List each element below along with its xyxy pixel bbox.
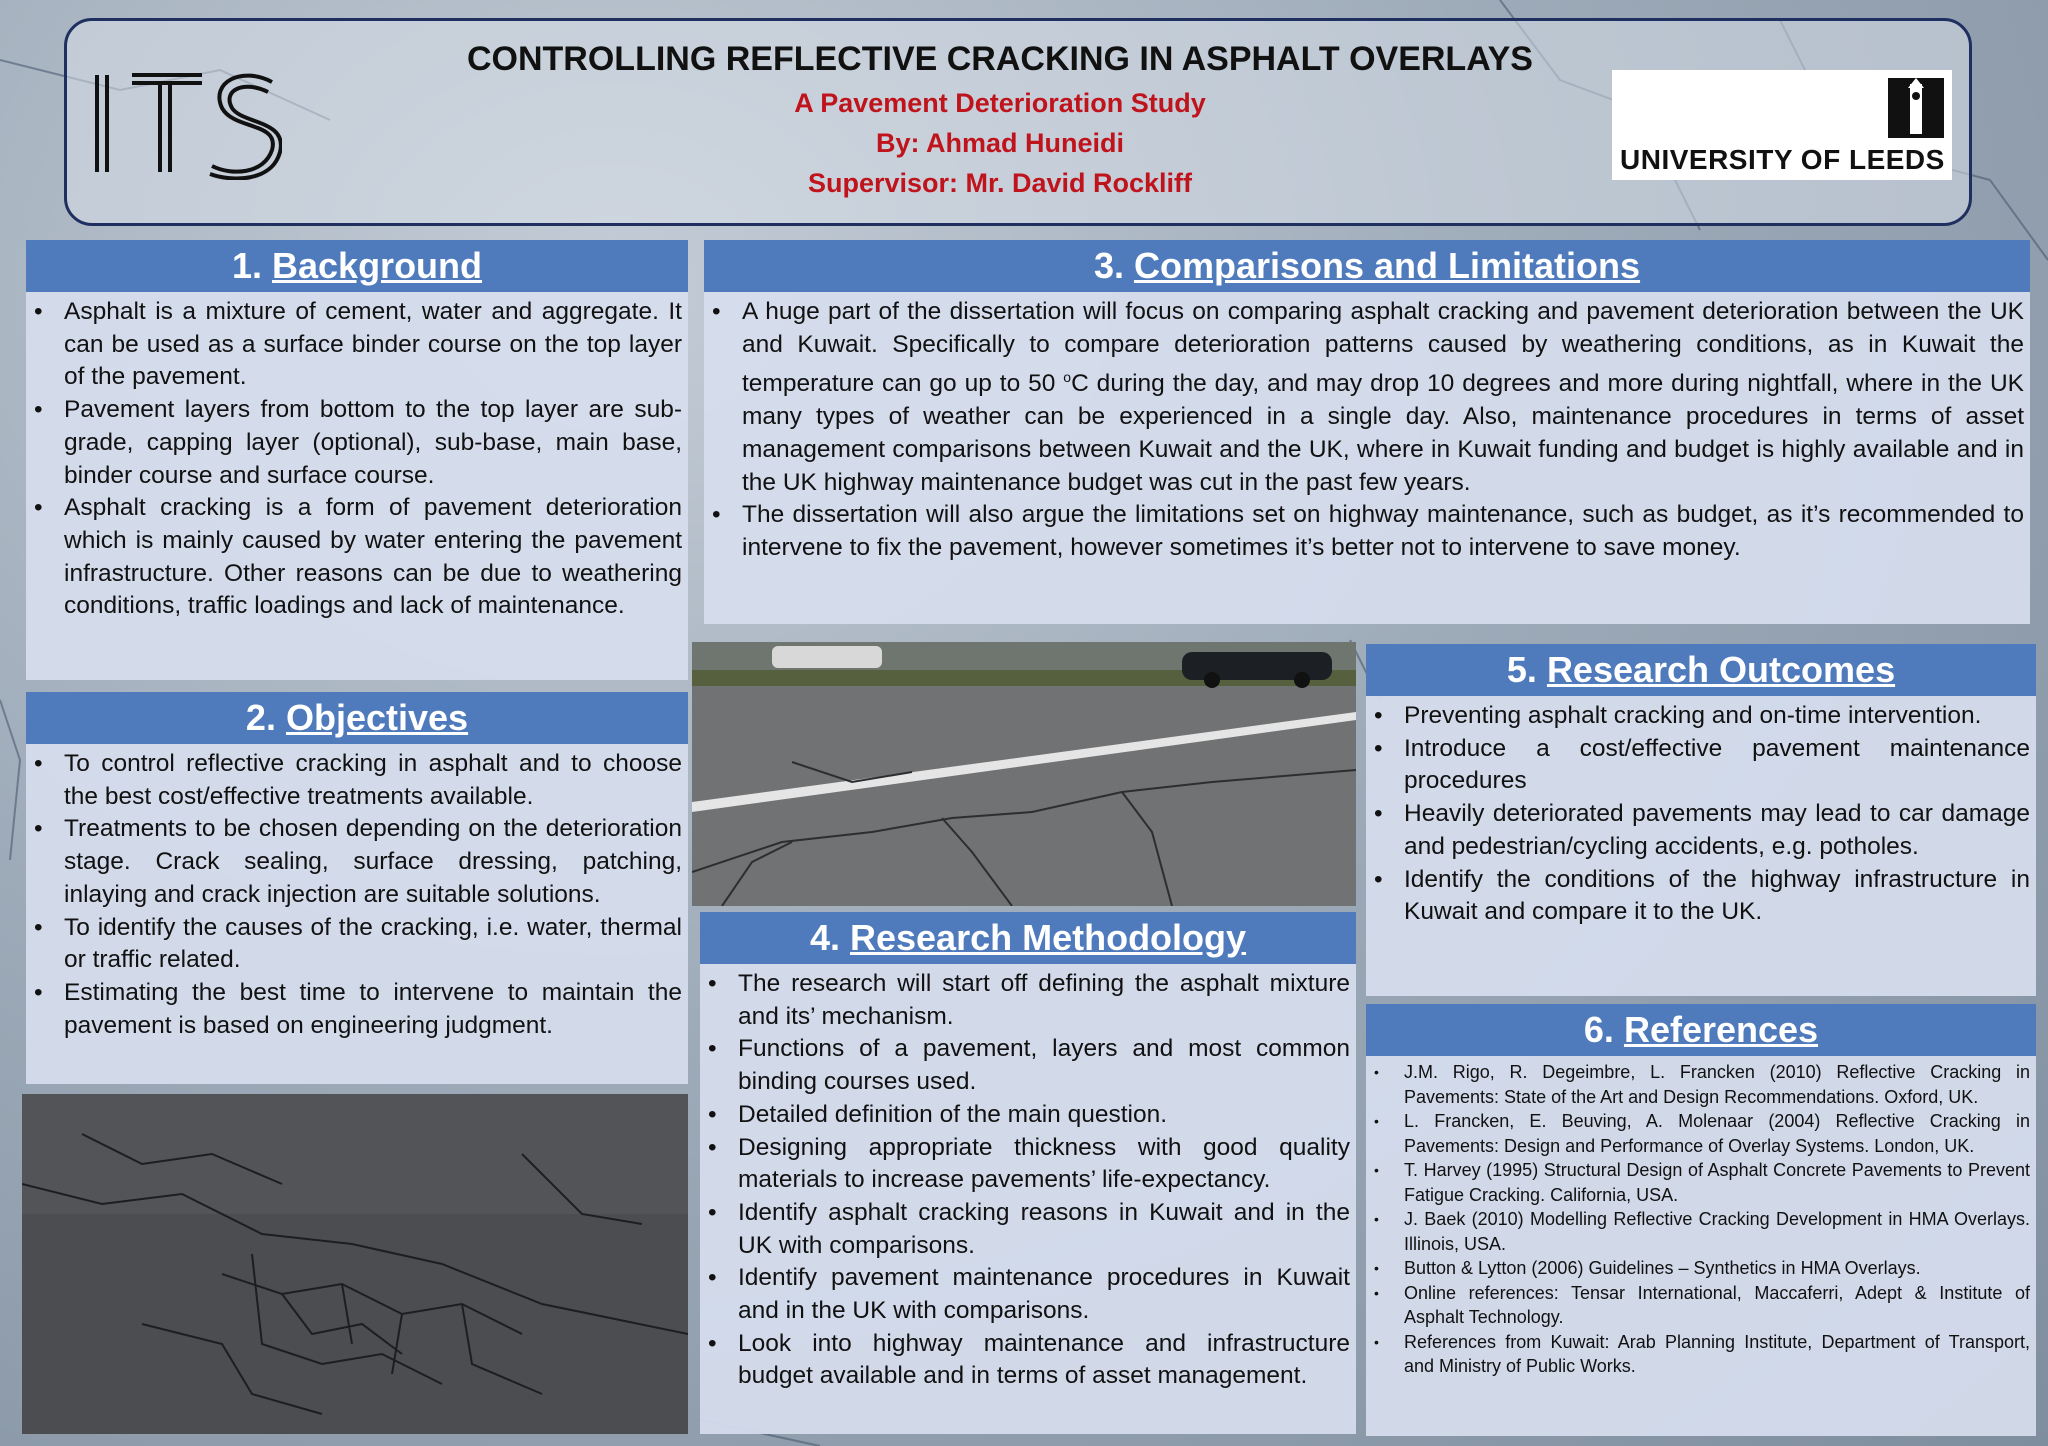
list-item: • To control reflective cracking in asphalt and to choose the best cost/effective treatments available.	[64, 748, 682, 813]
list-item: • Estimating the best time to intervene to maintain the pavement is based on engineering judgment.	[64, 977, 682, 1042]
list-item: • L. Francken, E. Beuving, A. Molenaar (2004) Reflective Cracking in Pavements: Design and Performance of Overlay Systems. London, UK.	[1404, 1109, 2030, 1158]
background-panel	[26, 240, 688, 680]
methodology-list	[700, 964, 1356, 1393]
list-item: • The dissertation will also argue the limitations set on highway maintenance, such as budget, as it’s recommended to intervene to fix the pavement, however sometimes it’s better not to intervene to save money.	[742, 499, 2024, 564]
list-item: • Functions of a pavement, layers and most common binding courses used.	[738, 1033, 1350, 1098]
university-of-leeds-logo	[1612, 70, 1952, 180]
comparisons-list	[704, 292, 2030, 565]
list-item: • Asphalt is a mixture of cement, water and aggregate. It can be used as a surface binder course on the top layer of the pavement.	[64, 296, 682, 394]
poster-title: CONTROLLING REFLECTIVE CRACKING IN ASPHALT OVERLAYS	[466, 40, 1533, 78]
list-item: • T. Harvey (1995) Structural Design of Asphalt Concrete Pavements to Prevent Fatigue Cracking. California, USA.	[1404, 1158, 2030, 1207]
poster-supervisor: Supervisor: Mr. David Rockliff	[807, 168, 1193, 198]
references-list	[1366, 1056, 2036, 1379]
list-item: • Detailed definition of the main question.	[738, 1099, 1350, 1132]
list-item: • Heavily deteriorated pavements may lead to car damage and pedestrian/cycling accidents, e.g. potholes.	[1404, 798, 2030, 863]
objectives-panel	[26, 692, 688, 1084]
objectives-heading: 2. Objectives	[26, 692, 688, 744]
list-item: • J.M. Rigo, R. Degeimbre, L. Francken (2010) Reflective Cracking in Pavements: State of the Art and Design Recommendations. Oxford, UK.	[1404, 1060, 2030, 1109]
objectives-list	[26, 744, 688, 1042]
list-item: • J. Baek (2010) Modelling Reflective Cracking Development in HMA Overlays. Illinois, USA.	[1404, 1207, 2030, 1256]
list-item: • Look into highway maintenance and infrastructure budget available and in terms of asset management.	[738, 1328, 1350, 1393]
list-item: • Treatments to be chosen depending on the deterioration stage. Crack sealing, surface dressing, patching, inlaying and crack injection are suitable solutions.	[64, 813, 682, 911]
list-item: • Designing appropriate thickness with good quality materials to increase pavements’ life-expectancy.	[738, 1132, 1350, 1197]
leeds-logo-text: UNIVERSITY OF LEEDS	[1620, 144, 1945, 175]
road-cracks-photo	[692, 642, 1356, 906]
list-item: • The research will start off defining the asphalt mixture and its’ mechanism.	[738, 968, 1350, 1033]
methodology-heading: 4. Research Methodology	[700, 912, 1356, 964]
background-list	[26, 292, 688, 623]
list-item: • Introduce a cost/effective pavement maintenance procedures	[1404, 733, 2030, 798]
list-item: • Asphalt cracking is a form of pavement deterioration which is mainly caused by water entering the pavement infrastructure. Other reasons can be due to weathering conditions, traffic loadings and lack of maintenance.	[64, 492, 682, 623]
outcomes-heading: 5. Research Outcomes	[1366, 644, 2036, 696]
poster-subtitle: A Pavement Deterioration Study	[794, 88, 1206, 118]
cracked-asphalt-photo	[22, 1094, 688, 1434]
list-item: • Identify pavement maintenance procedures in Kuwait and in the UK with comparisons.	[738, 1262, 1350, 1327]
comparisons-heading: 3. Comparisons and Limitations	[704, 240, 2030, 292]
its-logo	[92, 70, 282, 180]
list-item: • Identify the conditions of the highway infrastructure in Kuwait and compare it to the UK.	[1404, 864, 2030, 929]
methodology-panel	[700, 912, 1356, 1434]
list-item: • A huge part of the dissertation will focus on comparing asphalt cracking and pavement deterioration between the UK and Kuwait. Specifically to compare deterioration patterns caused by weathering conditions, as in Kuwait the temperature can go up to 50 $^o$C during the day, and may drop 10 degrees and more during nightfall, where in the UK many types of weather can be experienced in a single day. Also, maintenance procedures in terms of asset management comparisons between Kuwait and the UK, where in Kuwait funding and budget is highly available and in the UK highway maintenance budget was cut in the past few years.	[742, 296, 2024, 499]
outcomes-panel	[1366, 644, 2036, 996]
background-heading: 1. Background	[26, 240, 688, 292]
list-item: • Button & Lytton (2006) Guidelines – Synthetics in HMA Overlays.	[1404, 1256, 2030, 1281]
list-item: • Preventing asphalt cracking and on-time intervention.	[1404, 700, 2030, 733]
outcomes-list	[1366, 696, 2036, 929]
list-item: • References from Kuwait: Arab Planning Institute, Department of Transport, and Ministry of Public Works.	[1404, 1330, 2030, 1379]
references-heading: 6. References	[1366, 1004, 2036, 1056]
comparisons-panel	[704, 240, 2030, 624]
references-panel	[1366, 1004, 2036, 1436]
list-item: • Online references: Tensar International, Maccaferri, Adept & Institute of Asphalt Technology.	[1404, 1281, 2030, 1330]
list-item: • To identify the causes of the cracking, i.e. water, thermal or traffic related.	[64, 912, 682, 977]
list-item: • Identify asphalt cracking reasons in Kuwait and in the UK with comparisons.	[738, 1197, 1350, 1262]
list-item: • Pavement layers from bottom to the top layer are sub-grade, capping layer (optional), sub-base, main base, binder course and surface course.	[64, 394, 682, 492]
poster-author: By: Ahmad Huneidi	[875, 128, 1124, 158]
clock-tower-icon	[1888, 78, 1944, 138]
